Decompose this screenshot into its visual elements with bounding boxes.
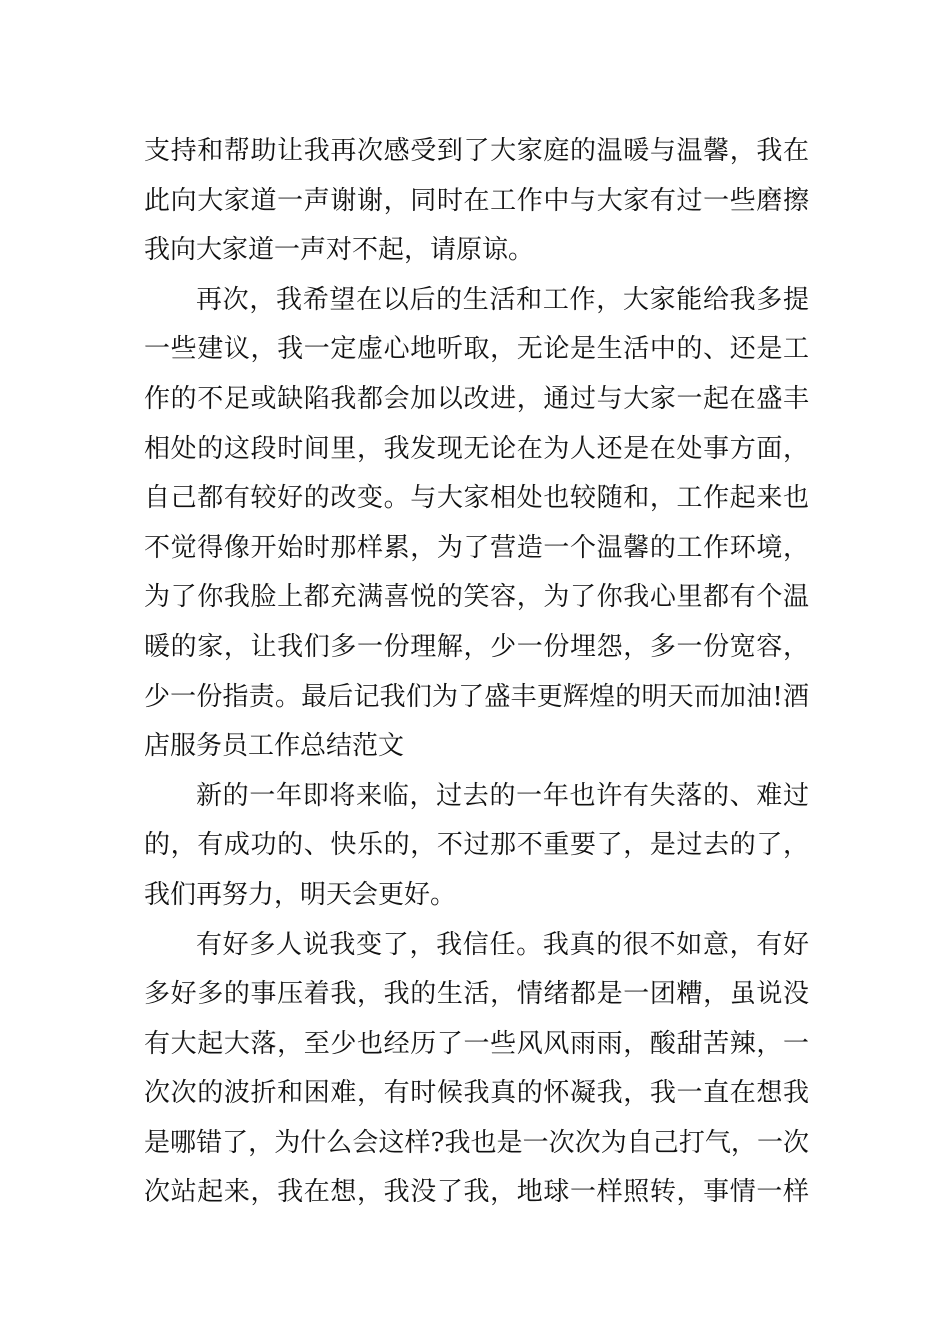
text-line: 我们再努力，明天会更好。 bbox=[144, 879, 457, 910]
text-line: 相处的这段时间里，我发现无论在为人还是在处事方面， bbox=[144, 433, 809, 464]
text-line: 次次的波折和困难，有时候我真的怀凝我，我一直在想我 bbox=[144, 1078, 809, 1109]
text-line: 为了你我脸上都充满喜悦的笑容，为了你我心里都有个温 bbox=[144, 582, 809, 613]
text-line: 店服务员工作总结范文 bbox=[144, 731, 405, 762]
text-line: 有好多人说我变了，我信任。我真的很不如意，有好 bbox=[196, 929, 809, 960]
text-line: 作的不足或缺陷我都会加以改进，通过与大家一起在盛丰 bbox=[144, 383, 809, 414]
document-body-text bbox=[144, 127, 809, 1218]
text-line: 的，有成功的、快乐的，不过那不重要了，是过去的了， bbox=[144, 830, 809, 861]
text-line: 支持和帮助让我再次感受到了大家庭的温暖与温馨，我在 bbox=[144, 136, 809, 166]
text-line: 多好多的事压着我，我的生活，情绪都是一团糟，虽说没 bbox=[144, 979, 809, 1010]
text-line: 有大起大落，至少也经历了一些风风雨雨，酸甜苦辣，一 bbox=[144, 1028, 809, 1059]
text-line: 是哪错了，为什么会这样?我也是一次次为自己打气，一次 bbox=[144, 1127, 809, 1158]
text-line: 我向大家道一声对不起，请原谅。 bbox=[144, 235, 535, 266]
text-line: 暖的家，让我们多一份理解，少一份埋怨，多一份宽容， bbox=[144, 631, 809, 662]
text-line: 不觉得像开始时那样累，为了营造一个温馨的工作环境， bbox=[144, 532, 809, 563]
text-line: 次站起来，我在想，我没了我，地球一样照转，事情一样 bbox=[144, 1177, 809, 1208]
text-line: 自己都有较好的改变。与大家相处也较随和，工作起来也 bbox=[144, 483, 809, 514]
text-line: 再次，我希望在以后的生活和工作，大家能给我多提 bbox=[196, 284, 809, 315]
text-line: 新的一年即将来临，过去的一年也许有失落的、难过 bbox=[196, 780, 809, 811]
text-line: 一些建议，我一定虚心地听取，无论是生活中的、还是工 bbox=[144, 334, 809, 365]
text-line: 少一份指责。最后记我们为了盛丰更辉煌的明天而加油!酒 bbox=[144, 681, 809, 712]
text-line: 此向大家道一声谢谢，同时在工作中与大家有过一些磨擦 bbox=[144, 185, 809, 216]
